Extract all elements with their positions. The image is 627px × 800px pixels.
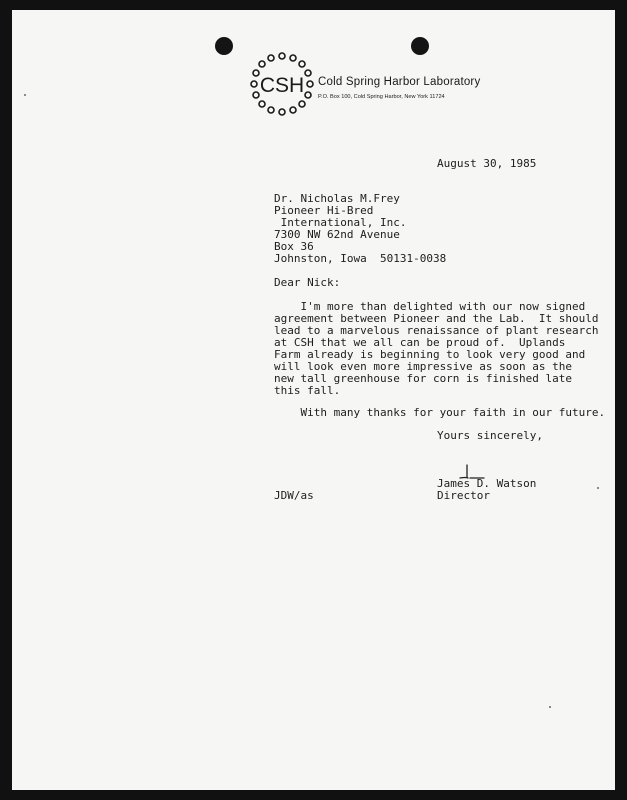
- svg-text:CSH: CSH: [259, 74, 305, 97]
- letter-date: August 30, 1985: [437, 157, 537, 170]
- closing-paragraph: With many thanks for your faith in our future.: [274, 406, 606, 419]
- salutation: Dear Nick:: [274, 276, 341, 289]
- recipient-line: 7300 NW 62nd Avenue: [274, 228, 400, 241]
- paper-speck: [24, 94, 26, 96]
- body-line: I'm more than delighted with our now signed: [274, 300, 586, 313]
- body-line: agreement between Pioneer and the Lab. It should: [274, 312, 599, 325]
- reference-initials: JDW/as: [274, 489, 314, 502]
- body-line: at CSH that we all can be proud of. Uplands: [274, 336, 566, 349]
- binder-hole-right: [411, 37, 429, 55]
- csh-logo-icon: [250, 52, 314, 116]
- recipient-line: Johnston, Iowa 50131-0038: [274, 252, 447, 265]
- recipient-line: Dr. Nicholas M.Frey: [274, 192, 400, 205]
- paper-speck: [549, 706, 551, 708]
- signer-name: James D. Watson: [437, 477, 537, 490]
- binder-hole-left: [215, 37, 233, 55]
- organization-name: Cold Spring Harbor Laboratory: [318, 76, 481, 88]
- recipient-line: Pioneer Hi-Bred: [274, 204, 374, 217]
- body-line: will look even more impressive as soon as the: [274, 360, 573, 373]
- body-line: this fall.: [274, 384, 341, 397]
- recipient-line: International, Inc.: [274, 216, 407, 229]
- complimentary-close: Yours sincerely,: [437, 429, 543, 442]
- recipient-line: Box 36: [274, 240, 314, 253]
- letter-page: [12, 10, 615, 790]
- organization-address: P.O. Box 100, Cold Spring Harbor, New York 11724: [318, 94, 445, 100]
- body-line: lead to a marvelous renaissance of plant research: [274, 324, 599, 337]
- signer-title: Director: [437, 489, 490, 502]
- body-line: Farm already is beginning to look very good and: [274, 348, 586, 361]
- paper-speck: [597, 487, 599, 489]
- body-line: new tall greenhouse for corn is finished late: [274, 372, 573, 385]
